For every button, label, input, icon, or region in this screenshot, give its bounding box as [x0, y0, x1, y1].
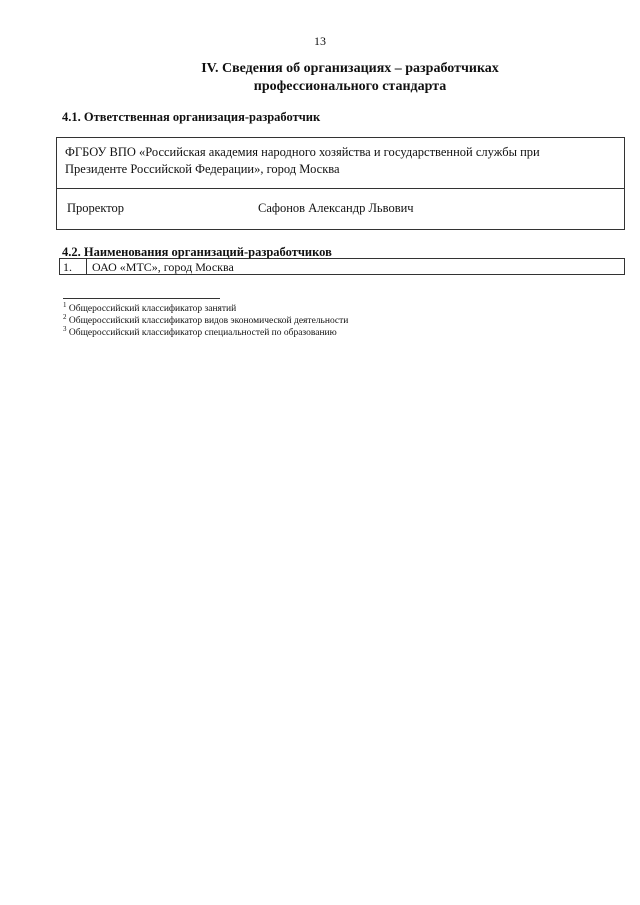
footnote-1 [63, 300, 583, 315]
footnote-3-text: Общероссийский классификатор специальностей по образованию [68, 328, 337, 338]
footnote-3 [63, 324, 583, 339]
developer-organizations-heading: 4.2. Наименования организаций-разработчиков [62, 245, 332, 259]
section-title-line-2: профессионального стандарта [253, 79, 447, 94]
footnotes [63, 300, 583, 339]
footnote-1-mark: 1 [63, 300, 67, 309]
footnote-2-mark: 2 [63, 312, 67, 321]
table-divider [57, 188, 624, 189]
page-number: 13 [314, 34, 326, 48]
row-number: 1. [63, 260, 72, 274]
footnote-2 [63, 312, 583, 327]
section-title [140, 60, 560, 96]
responsible-organization-table [56, 137, 625, 230]
footnote-3-mark: 3 [63, 324, 67, 333]
signatory-position: Проректор [67, 201, 125, 215]
section-title-line-1: IV. Сведения об организациях – разработчиках [201, 61, 499, 76]
organization-name: ФГБОУ ВПО «Российская академия народного хозяйства и государственной службы при Президенте Российской Федерации», город Москва [65, 145, 540, 176]
footnote-separator [63, 298, 220, 299]
footnote-1-text: Общероссийский классификатор занятий [68, 304, 237, 314]
developer-organization-name: ОАО «МТС», город Москва [92, 260, 234, 274]
footnote-2-text: Общероссийский классификатор видов экономической деятельности [68, 316, 349, 326]
column-divider [86, 259, 87, 274]
responsible-organization-heading: 4.1. Ответственная организация-разработчик [62, 110, 321, 124]
developer-organizations-table [59, 258, 625, 275]
signatory-name: Сафонов Александр Львович [258, 201, 414, 215]
